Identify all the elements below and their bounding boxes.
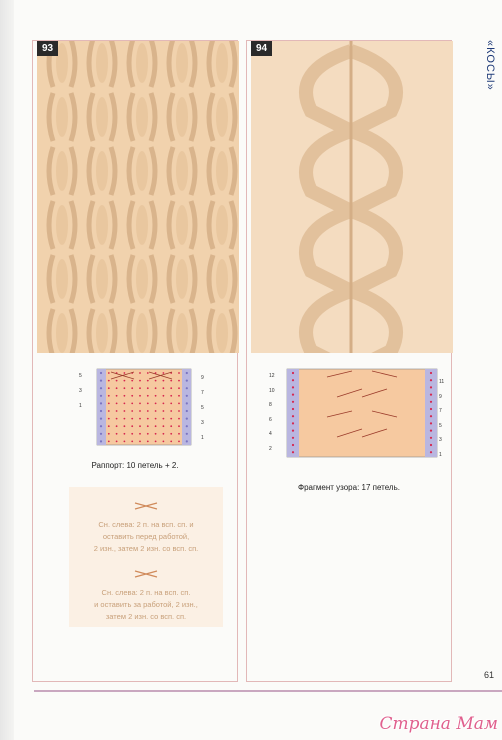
row-num: 1 [439, 451, 442, 458]
page-number: 61 [483, 670, 494, 680]
row-num: 11 [439, 379, 445, 385]
right-pattern-panel [246, 40, 452, 682]
row-num: 3 [201, 420, 204, 426]
symbol-legend [69, 487, 223, 627]
row-num: 3 [79, 388, 82, 394]
caption-94: Фрагмент узора: 17 петель. [298, 483, 400, 492]
page-spine [0, 0, 14, 740]
row-num: 8 [269, 402, 272, 408]
cross-left-icon [133, 501, 159, 511]
row-num: 5 [79, 373, 82, 379]
chart-93 [89, 367, 199, 449]
left-pattern-panel [32, 40, 238, 682]
section-title: «КОСЫ» [484, 40, 496, 91]
swatch-photo-93 [37, 41, 239, 353]
pattern-number-94: 94 [251, 41, 272, 56]
watermark-logo: Страна Мам [379, 714, 498, 734]
row-num: 6 [269, 416, 272, 423]
caption-93: Раппорт: 10 петель + 2. [91, 461, 179, 470]
row-num: 12 [269, 373, 275, 379]
row-num: 9 [439, 393, 442, 400]
row-num: 9 [201, 375, 204, 381]
row-num: 7 [201, 390, 204, 396]
row-num: 10 [269, 387, 275, 394]
swatch-photo-94 [251, 41, 453, 353]
row-num: 4 [269, 431, 272, 437]
legend-1: Сн. слева: 2 п. на всп. сп. и оставить перед работой, 2 изн., затем 2 изн. со всп. сп. [93, 520, 199, 553]
row-num: 3 [439, 437, 442, 443]
book-page [14, 0, 502, 740]
row-num: 1 [79, 403, 82, 409]
legend-2: Сн. слева: 2 п. на всп. сп. и оставить за работой, 2 изн., затем 2 изн. со всп. сп. [94, 588, 198, 621]
row-num: 1 [201, 435, 204, 441]
chart-94 [277, 367, 447, 461]
pattern-number-93: 93 [37, 41, 58, 56]
footer-rule [34, 690, 502, 692]
row-num: 5 [439, 422, 442, 429]
row-num: 5 [201, 405, 204, 411]
row-num: 2 [269, 445, 272, 452]
cross-right-icon [133, 569, 159, 579]
row-num: 7 [439, 408, 442, 414]
